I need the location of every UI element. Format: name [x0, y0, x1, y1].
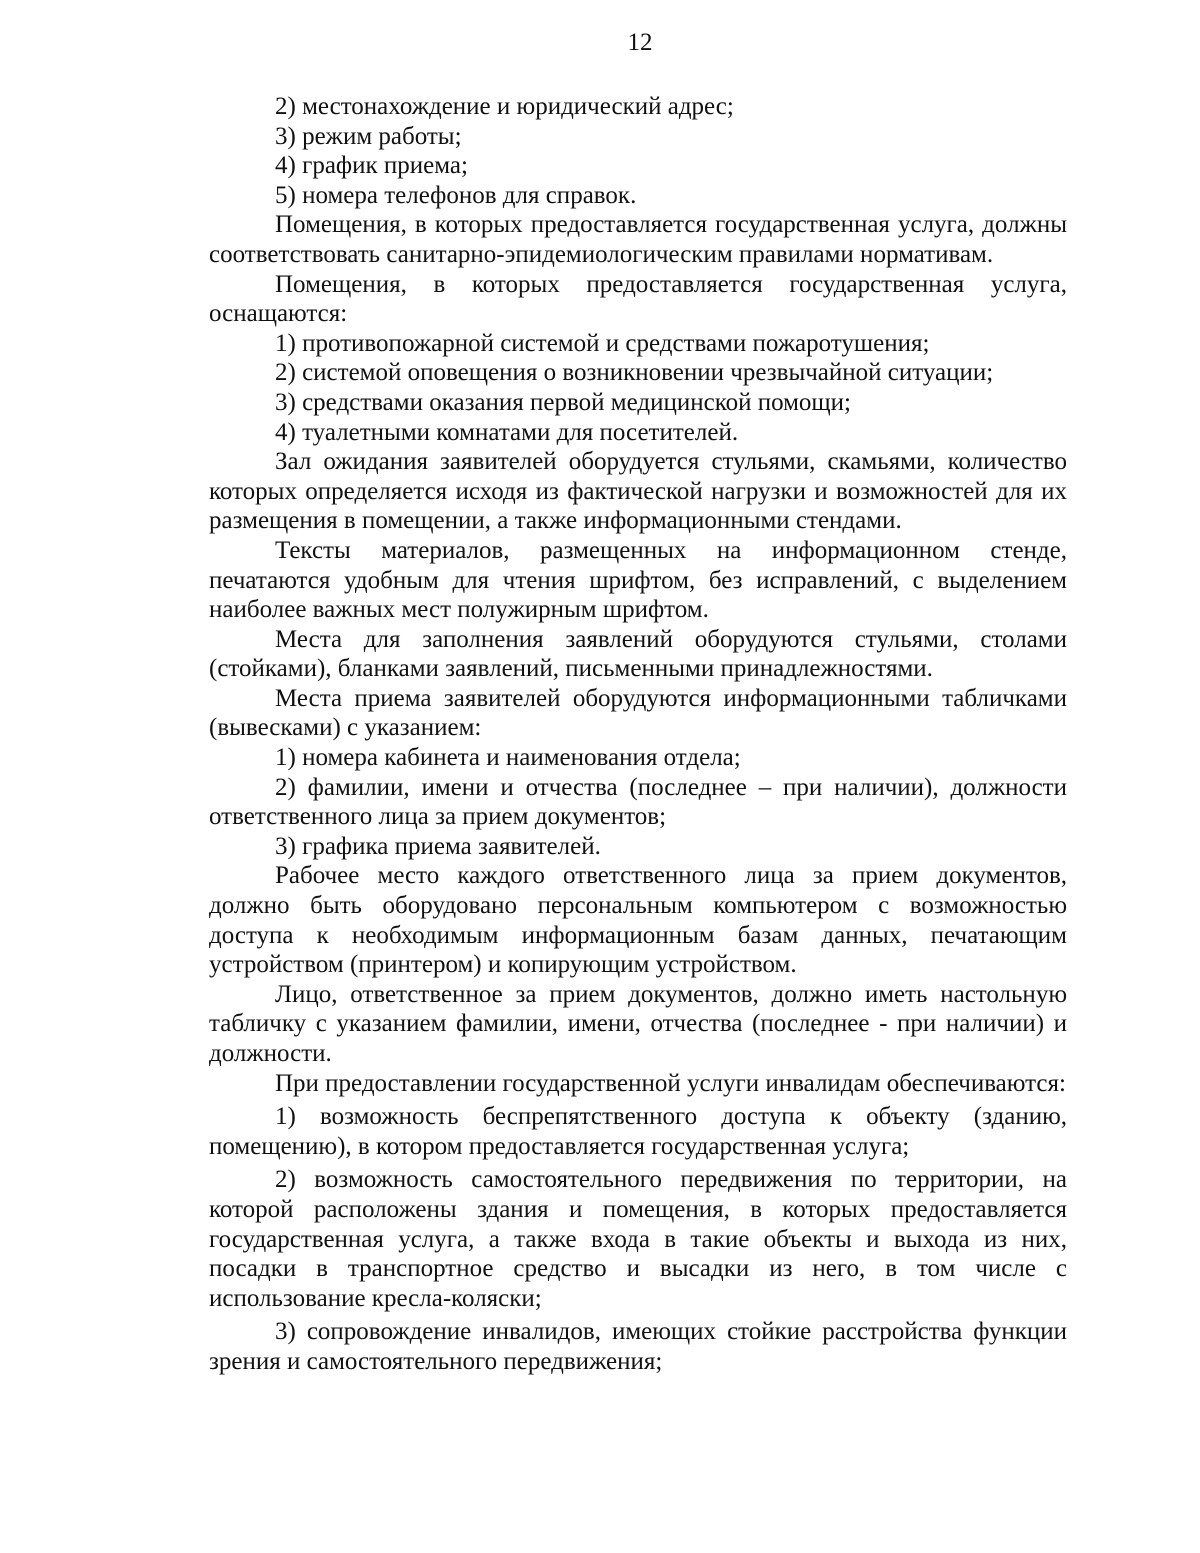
list-item-fire-system: 1) противопожарной системой и средствами пожаротушения;	[275, 329, 930, 357]
list-item-work-mode: 3) режим работы;	[275, 122, 462, 150]
paragraph-desk-sign: Лицо, ответственное за прием документов, должно иметь настольную табличку с указанием фамилии, имени, отчества (последнее - при наличии) и должности.	[209, 980, 1067, 1067]
list-item-first-aid: 3) средствами оказания первой медицинской помощи;	[275, 388, 852, 416]
paragraph-reception-places: Места приема заявителей оборудуются информационными табличками (вывесками) с указанием:	[209, 684, 1067, 742]
list-item-reception-graph: 3) графика приема заявителей.	[275, 832, 601, 860]
list-item-movement: 2) возможность самостоятельного передвижения по территории, на которой расположены здания и помещения, в которых предоставляется государственная услуга, а также входа в такие объекты и выхода из них, посадки в транспортное средство и высадки из него, в том числе с использование кресла-коляски;	[209, 1166, 1067, 1312]
paragraph-premises-equipment: Помещения, в которых предоставляется государственная услуга, оснащаются:	[209, 270, 1067, 328]
list-item-phone-numbers: 5) номера телефонов для справок.	[275, 181, 637, 209]
list-item-emergency-alert: 2) системой оповещения о возникновении чрезвычайной ситуации;	[275, 359, 994, 387]
paragraph-premises-requirements: Помещения, в которых предоставляется государственная услуга, должны соответствовать санитарно-эпидемиологическим правилами нормативам.	[209, 211, 1067, 268]
page-number: 12	[627, 29, 653, 56]
list-item-toilets: 4) туалетными комнатами для посетителей.	[275, 418, 739, 446]
paragraph-application-places: Места для заполнения заявлений оборудуются стульями, столами (стойками), бланками заявлений, письменными принадлежностями.	[209, 625, 1067, 683]
list-item-escort: 3) сопровождение инвалидов, имеющих стойкие расстройства функции зрения и самостоятельного передвижения;	[209, 1318, 1067, 1375]
paragraph-waiting-hall: Зал ожидания заявителей оборудуется стульями, скамьями, количество которых определяется исходя из фактической нагрузки и возможностей для их размещения в помещении, а также информационными стендами.	[209, 448, 1067, 535]
paragraph-stand-texts: Тексты материалов, размещенных на информационном стенде, печатаются удобным для чтения шрифтом, без исправлений, с выделением наиболее важных мест полужирным шрифтом.	[209, 536, 1067, 624]
document-body	[209, 92, 1067, 1377]
list-item-responsible-person: 2) фамилии, имени и отчества (последнее – при наличии), должности ответственного лица за прием документов;	[209, 773, 1067, 831]
list-item-reception-schedule: 4) график приема;	[275, 152, 468, 180]
paragraph-workplace: Рабочее место каждого ответственного лица за прием документов, должно быть оборудовано персональным компьютером с возможностью доступа к необходимым информационным базам данных, печатающим устройством (принтером) и копирующим устройством.	[209, 862, 1067, 979]
list-item-legal-address: 2) местонахождение и юридический адрес;	[275, 93, 734, 120]
list-item-office-number: 1) номера кабинета и наименования отдела;	[275, 744, 741, 772]
paragraph-disabled-provision: При предоставлении государственной услуги инвалидам обеспечиваются:	[275, 1069, 1066, 1097]
list-item-access: 1) возможность беспрепятственного доступа к объекту (зданию, помещению), в котором предоставляется государственная услуга;	[209, 1103, 1067, 1160]
